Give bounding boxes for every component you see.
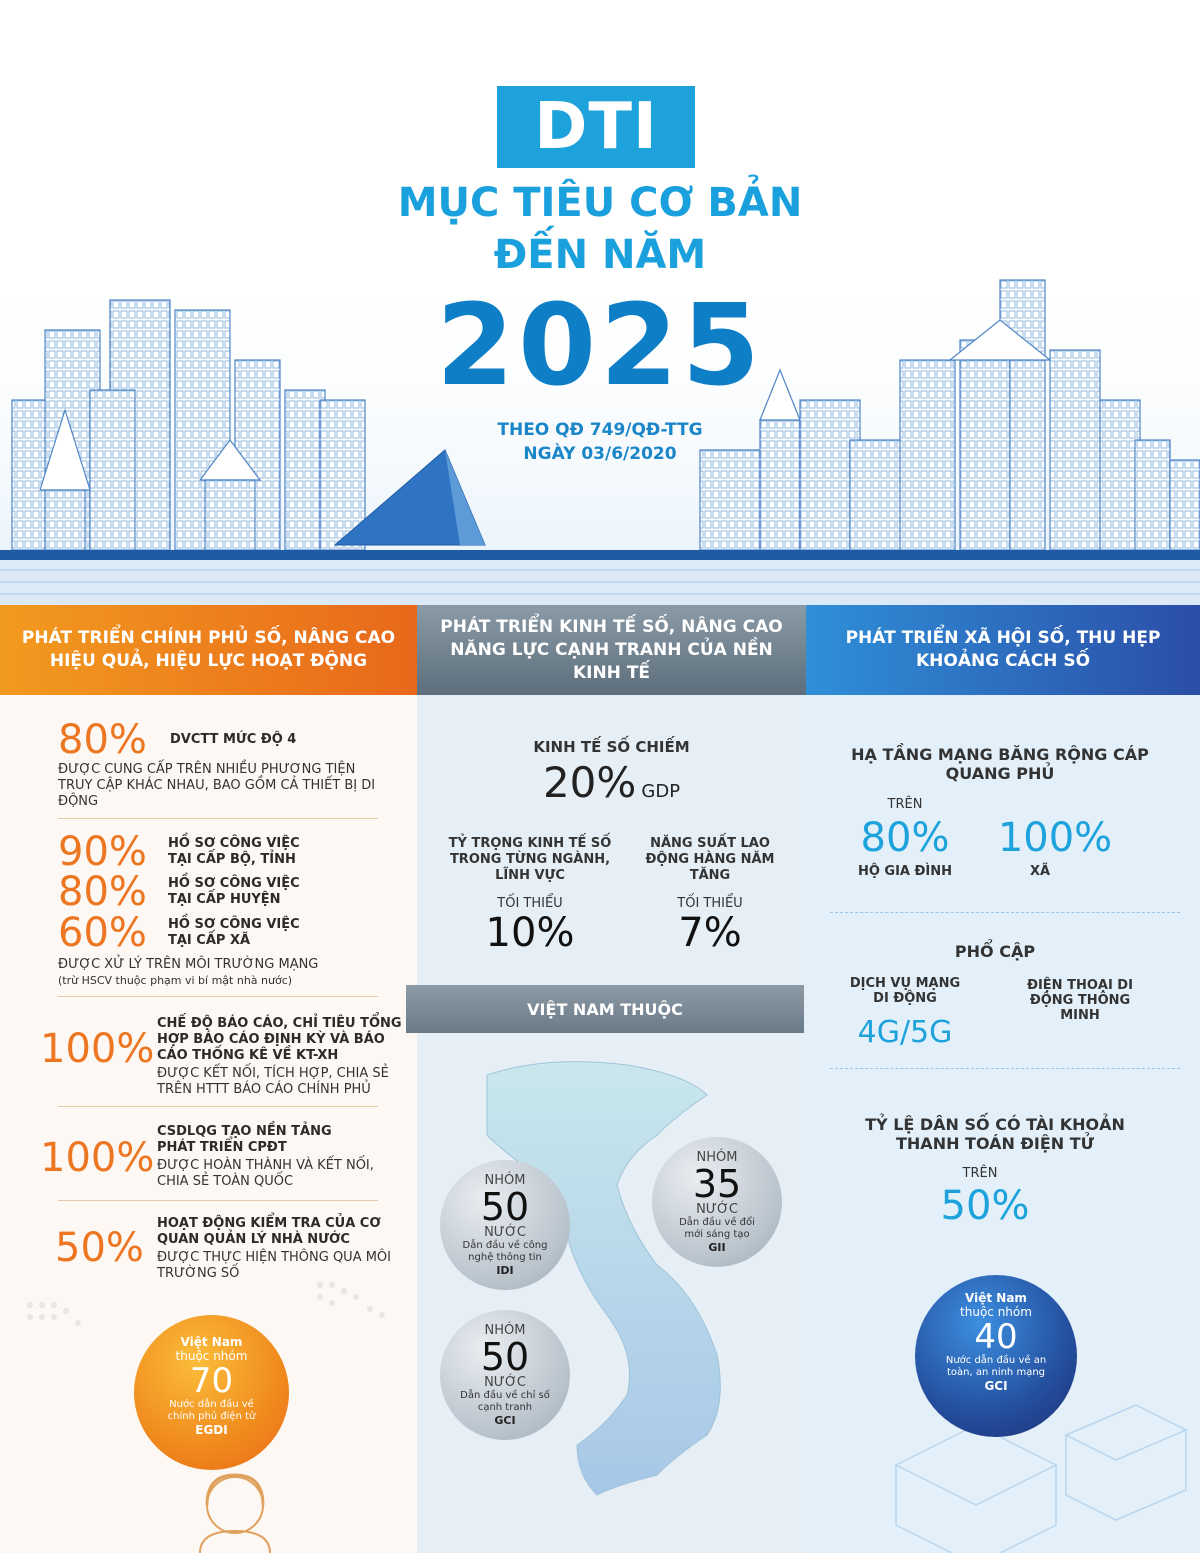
header (0, 0, 1200, 605)
database-description: ĐƯỢC HOÀN THÀNH VÀ KẾT NỐI, CHIA SẺ TOÀN QUỐC (157, 1158, 374, 1189)
commune-dossier-label: HỒ SƠ CÔNG VIỆC TẠI CẤP XÃ (168, 917, 300, 948)
dossier-note: (trừ HSCV thuộc phạm vi bí mật nhà nước) (58, 974, 293, 987)
circle-index-code: EGDI (195, 1423, 228, 1437)
mobile-network-label: DỊCH VỤ MẠNG DI ĐỘNG (849, 976, 961, 1006)
gdp-percent: 20% (542, 758, 637, 807)
payment-percent: 50% (940, 1183, 1030, 1229)
gdp-unit: GDP (641, 781, 681, 802)
bubble-description: Dẫn đầu về đổi mới sáng tạo (679, 1217, 755, 1240)
divider (58, 1106, 378, 1107)
divider (830, 912, 1180, 913)
digital-economy-share (417, 758, 806, 807)
gci-bubble (440, 1310, 570, 1440)
circle-number: 70 (189, 1361, 234, 1401)
ministry-dossier-label: HỒ SƠ CÔNG VIỆC TẠI CẤP BỘ, TỈNH (168, 836, 300, 867)
column-heading: PHÁT TRIỂN KINH TẾ SỐ, NÂNG CAO NĂNG LỰC CẠNH TRANH CỦA NỀN KINH TẾ (417, 605, 806, 695)
broadband-title: HẠ TẦNG MẠNG BĂNG RỘNG CÁP QUANG PHỦ (851, 745, 1149, 783)
dvctt-description: ĐƯỢC CUNG CẤP TRÊN NHIỀU PHƯƠNG TIỆN TRUY CẬP KHÁC NHAU, BAO GỒM CẢ THIẾT BỊ DI ĐỘNG (58, 762, 376, 809)
payment-over-label: TRÊN (962, 1166, 998, 1181)
circle-description: Nước dẫn đầu về chính phủ điện tử (167, 1399, 256, 1422)
vietnam-map-illustration (457, 1055, 777, 1553)
gci-security-circle (915, 1275, 1077, 1437)
inspection-description: ĐƯỢC THỰC HIỆN THÔNG QUA MÔI TRƯỜNG SỐ (157, 1250, 391, 1281)
commune-label: XÃ (1029, 864, 1051, 879)
bubble-group-label: NHÓM (484, 1323, 526, 1338)
circle-index-code: GCI (984, 1379, 1008, 1393)
ministry-dossier-percent: 90% (58, 829, 147, 875)
circle-country: Việt Nam (180, 1335, 243, 1349)
productivity-min: TỐI THIỂU (677, 896, 743, 911)
column-heading: PHÁT TRIỂN CHÍNH PHỦ SỐ, NÂNG CAO HIỆU QUẢ, HIỆU LỰC HOẠT ĐỘNG (0, 605, 417, 695)
bubble-description: Dẫn đầu về chỉ số cạnh tranh (460, 1390, 550, 1413)
main-title-line2: ĐẾN NĂM (493, 232, 707, 278)
bubble-number: 50 (480, 1335, 530, 1379)
circle-number: 40 (974, 1317, 1018, 1357)
sector-share-percent: 10% (485, 910, 575, 956)
main-title-line1: MỤC TIÊU CƠ BẢN (397, 180, 803, 226)
household-percent: 80% (860, 815, 950, 861)
bubble-number: 35 (692, 1162, 742, 1206)
district-dossier-label: HỒ SƠ CÔNG VIỆC TẠI CẤP HUYỆN (168, 876, 300, 907)
circle-group: thuộc nhóm (960, 1305, 1032, 1319)
bubble-description: Dẫn đầu về công nghệ thông tin (462, 1240, 548, 1263)
support-agent-icon (190, 1465, 280, 1553)
broadband-over-label: TRÊN (887, 797, 923, 812)
circle-group: thuộc nhóm (175, 1349, 248, 1363)
bubble-group-label: NHÓM (696, 1150, 738, 1165)
dvctt-percent: 80% (58, 717, 147, 763)
bubble-country-label: NƯỚC (484, 1225, 526, 1240)
bubble-index-code: IDI (496, 1264, 514, 1277)
digital-economy-title: KINH TẾ SỐ CHIẾM (533, 738, 690, 756)
divider (830, 1068, 1180, 1069)
database-label: CSDLQG TẠO NỀN TẢNG PHÁT TRIỂN CPĐT (157, 1124, 332, 1155)
dvctt-label: DVCTT MỨC ĐỘ 4 (170, 732, 297, 747)
commune-dossier-percent: 60% (58, 910, 147, 956)
inspection-label: HOẠT ĐỘNG KIỂM TRA CỦA CƠ QUAN QUẢN LÝ NHÀ NƯỚC (157, 1216, 381, 1247)
gii-bubble (652, 1137, 782, 1267)
report-percent: 100% (40, 1026, 155, 1072)
divider (58, 818, 378, 819)
circle-description: Nước dẫn đầu về an toàn, an ninh mạng (945, 1355, 1047, 1378)
decree-number: THEO QĐ 749/QĐ-TTG (497, 420, 703, 440)
bubble-index-code: GCI (494, 1414, 516, 1427)
bubble-group-label: NHÓM (484, 1173, 526, 1188)
inspection-percent: 50% (55, 1225, 144, 1271)
circle-country: Việt Nam (965, 1291, 1027, 1305)
egdi-ranking-circle (134, 1315, 289, 1470)
decree-date: NGÀY 03/6/2020 (523, 444, 677, 464)
sector-share-label: TỶ TRỌNG KINH TẾ SỐ TRONG TỪNG NGÀNH, LĨNH VỰC (448, 836, 612, 883)
mobile-network-value: 4G/5G (857, 1015, 953, 1050)
divider (58, 1200, 378, 1201)
household-label: HỘ GIA ĐÌNH (857, 864, 953, 879)
universal-title: PHỔ CẬP (954, 942, 1036, 961)
bubble-country-label: NƯỚC (484, 1375, 526, 1390)
productivity-label: NĂNG SUẤT LAO ĐỘNG HÀNG NĂM TĂNG (645, 836, 775, 883)
payment-title: TỶ LỆ DÂN SỐ CÓ TÀI KHOẢN THANH TOÁN ĐIỆN TỬ (865, 1115, 1125, 1153)
dossier-description: ĐƯỢC XỬ LÝ TRÊN MÔI TRƯỜNG MẠNG (58, 957, 319, 972)
productivity-percent: 7% (678, 910, 742, 956)
idi-bubble (440, 1160, 570, 1290)
district-dossier-percent: 80% (58, 869, 147, 915)
divider (58, 996, 378, 997)
column-heading: PHÁT TRIỂN XÃ HỘI SỐ, THU HẸP KHOẢNG CÁCH SỐ (806, 605, 1200, 695)
bubble-number: 50 (480, 1185, 530, 1229)
database-percent: 100% (40, 1135, 155, 1181)
bubble-index-code: GII (708, 1241, 726, 1254)
smartphone-label: ĐIỆN THOẠI DI ĐỘNG THÔNG MINH (1027, 978, 1133, 1023)
target-year: 2025 (436, 281, 764, 411)
commune-percent: 100% (997, 815, 1113, 861)
sector-share-min: TỐI THIỂU (497, 896, 563, 911)
bubble-country-label: NƯỚC (696, 1202, 738, 1217)
report-description: ĐƯỢC KẾT NỐI, TÍCH HỢP, CHIA SẺ TRÊN HTTT BÁO CÁO CHÍNH PHỦ (157, 1066, 389, 1097)
dti-badge: DTI (497, 86, 695, 168)
vietnam-belongs-band: VIỆT NAM THUỘC (406, 985, 804, 1033)
report-label: CHẾ ĐỘ BÁO CÁO, CHỈ TIÊU TỔNG HỢP BÁO CÁO ĐỊNH KỲ VÀ BÁO CÁO THỐNG KÊ VỀ KT-XH (157, 1016, 402, 1063)
